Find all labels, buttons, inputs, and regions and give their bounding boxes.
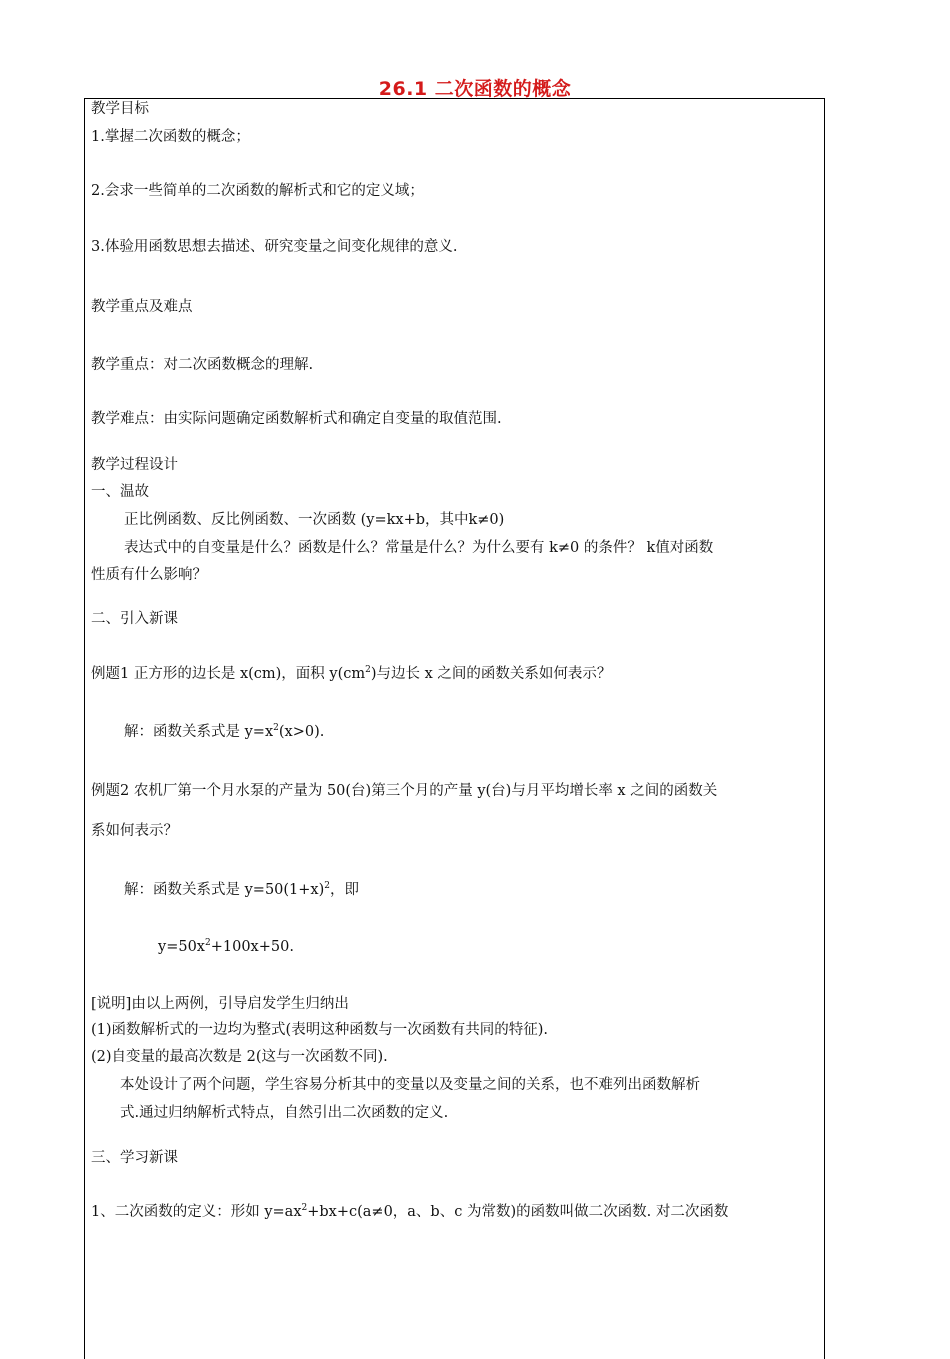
note-line: (2)自变量的最高次数是 2(这与一次函数不同).: [91, 1049, 388, 1065]
review-line: 表达式中的自变量是什么？函数是什么？常量是什么？为什么要有 k≠0 的条件？ k值对函数: [124, 540, 714, 556]
section-learn-heading: 三、学习新课: [91, 1150, 178, 1166]
objectives-heading: 教学目标: [91, 101, 149, 117]
objective-item: 2.会求一些简单的二次函数的解析式和它的定义域；: [91, 183, 424, 199]
example-2-question: 例题2 农机厂第一个月水泵的产量为 50(台)第三个月的产量 y(台)与月平均增长率 x 之间的函数关: [91, 783, 718, 799]
example-1-answer: 解：函数关系式是 $y=x^2(x>0)$.: [124, 723, 325, 740]
objective-item: 1.掌握二次函数的概念；: [91, 129, 250, 145]
section-intro-heading: 二、引入新课: [91, 611, 178, 627]
process-heading: 教学过程设计: [91, 457, 178, 473]
note-line: 式.通过归纳解析式特点，自然引出二次函数的定义.: [120, 1105, 449, 1121]
key-points-heading: 教学重点及难点: [91, 299, 193, 315]
example-2-expanded: $y=50x^2+100x+50$.: [158, 938, 294, 955]
review-line: 性质有什么影响？: [91, 567, 207, 583]
page-title: 26.1 二次函数的概念: [378, 78, 572, 100]
note-line: [说明]由以上两例，引导启发学生归纳出: [91, 996, 349, 1012]
key-focus: 教学重点：对二次函数概念的理解.: [91, 357, 314, 373]
example-1-question: 例题1 正方形的边长是 x(cm)，面积 $y(cm^2)$与边长 x 之间的函数关系如何表示？: [91, 665, 612, 682]
note-line: 本处设计了两个问题，学生容易分析其中的变量以及变量之间的关系，也不难列出函数解析: [120, 1077, 700, 1093]
note-line: (1)函数解析式的一边均为整式(表明这种函数与一次函数有共同的特征).: [91, 1022, 548, 1038]
key-difficulty: 教学难点：由实际问题确定函数解析式和确定自变量的取值范围.: [91, 411, 502, 427]
definition-line: 1、二次函数的定义：形如 $y=ax^2+bx+c(a\ne 0$，a、b、c 为常数)的函数叫做二次函数. 对二次函数: [91, 1203, 729, 1220]
review-line: 正比例函数、反比例函数、一次函数 (y=kx+b，其中k≠0): [124, 512, 505, 528]
example-2-question: 系如何表示？: [91, 823, 178, 839]
example-2-answer: 解：函数关系式是 $y=50(1+x)^2$，即: [124, 881, 360, 898]
objective-item: 3.体验用函数思想去描述、研究变量之间变化规律的意义.: [91, 239, 458, 255]
section-review-heading: 一、温故: [91, 484, 149, 500]
